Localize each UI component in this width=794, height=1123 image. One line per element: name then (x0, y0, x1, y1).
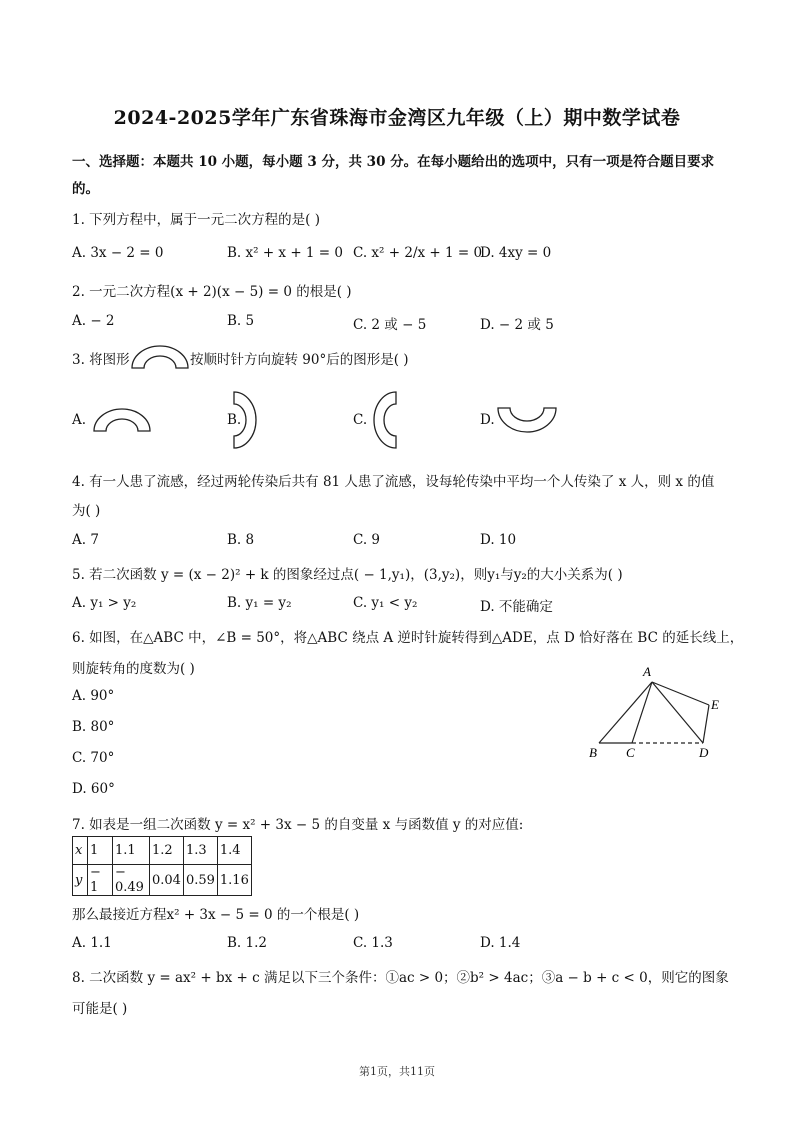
figure-label-c: C (626, 745, 635, 760)
q3-option-c: C. (353, 412, 368, 428)
q2-option-b: B. 5 (227, 313, 255, 329)
q6-option-c: C. 70° (72, 750, 115, 766)
table-row (73, 865, 252, 896)
q2-option-c: C. 2 或 − 5 (353, 317, 427, 333)
q4-option-c: C. 9 (353, 532, 381, 548)
arc-shape-figure (130, 344, 190, 370)
q2-option-a: A. − 2 (72, 313, 115, 329)
q1-option-c: C. x² + 2/x + 1 = 0 (353, 245, 483, 261)
table-cell: − 1 (88, 865, 113, 896)
table-cell: 0.04 (150, 865, 184, 896)
triangle-rotation-figure (585, 662, 725, 762)
question-3-stem-end: 按顺时针方向旋转 90°后的图形是( ) (190, 352, 409, 368)
table-cell: 1 (88, 837, 113, 865)
q6-option-d: D. 60° (72, 781, 115, 797)
question-8-stem-line1: 8. 二次函数 y = ax² + bx + c 满足以下三个条件：①ac > 0；②b² > 4ac；③a − b + c < 0，则它的图象 (72, 970, 729, 986)
question-4-stem-line1: 4. 有一人患了流感，经过两轮传染后共有 81 人患了流感，设每轮传染中平均一个人传染了 x 人，则 x 的值 (72, 474, 715, 490)
question-7-stem: 7. 如表是一组二次函数 y = x² + 3x − 5 的自变量 x 与函数值 y 的对应值: (72, 817, 524, 833)
table-cell: 1.2 (150, 837, 184, 865)
table-cell: 1.4 (217, 837, 251, 865)
q7-option-d: D. 1.4 (480, 935, 521, 951)
q3-option-d-figure (496, 406, 558, 434)
figure-label-e: E (711, 697, 719, 712)
section-heading-line2: 的。 (72, 181, 99, 197)
q1-option-d: D. 4xy = 0 (480, 245, 552, 261)
q5-option-d: D. 不能确定 (480, 599, 553, 615)
q3-option-a: A. (72, 412, 87, 428)
table-cell: 1.1 (113, 837, 150, 865)
question-6-stem-line2: 则旋转角的度数为( ) (72, 661, 195, 677)
q7-option-a: A. 1.1 (72, 935, 112, 951)
question-8-stem-line2: 可能是( ) (72, 1001, 128, 1017)
question-7-followup: 那么最接近方程x² + 3x − 5 = 0 的一个根是( ) (72, 907, 360, 923)
figure-label-a: A (643, 664, 651, 679)
q3-option-b: B. (227, 412, 242, 428)
table-cell: − 0.49 (113, 865, 150, 896)
q5-option-a: A. y₁ > y₂ (72, 595, 137, 611)
page-title: 2024-2025学年广东省珠海市金湾区九年级（上）期中数学试卷 (113, 107, 681, 129)
q4-option-a: A. 7 (72, 532, 99, 548)
question-3-stem-start: 3. 将图形 (72, 352, 130, 368)
q7-option-c: C. 1.3 (353, 935, 393, 951)
q7-option-b: B. 1.2 (227, 935, 267, 951)
table-cell: 1.16 (217, 865, 251, 896)
q3-option-d: D. (480, 412, 495, 428)
q4-option-b: B. 8 (227, 532, 255, 548)
q3-option-a-figure (92, 405, 152, 433)
section-heading-line1: 一、选择题：本题共 10 小题，每小题 3 分，共 30 分。在每小题给出的选项中，只有一项是符合题目要求 (72, 154, 715, 170)
table-row (73, 837, 252, 865)
question-4-stem-line2: 为( ) (72, 503, 101, 519)
figure-label-b: B (589, 745, 597, 760)
table-cell: 1.3 (183, 837, 217, 865)
q2-option-d: D. − 2 或 5 (480, 317, 554, 333)
q1-option-a: A. 3x − 2 = 0 (72, 245, 164, 261)
q5-option-c: C. y₁ < y₂ (353, 595, 418, 611)
q3-option-b-figure (232, 390, 262, 450)
q3-option-c-figure (368, 390, 398, 450)
question-6-stem-line1: 6. 如图，在△ABC 中，∠B = 50°，将△ABC 绕点 A 逆时针旋转得到△ADE，点 D 恰好落在 BC 的延长线上， (72, 630, 744, 646)
table-cell: y (73, 865, 88, 896)
question-1-stem: 1. 下列方程中，属于一元二次方程的是( ) (72, 212, 320, 228)
q6-option-a: A. 90° (72, 688, 115, 704)
q4-option-d: D. 10 (480, 532, 517, 548)
question-2-stem: 2. 一元二次方程(x + 2)(x − 5) = 0 的根是( ) (72, 284, 352, 300)
value-table (72, 836, 252, 896)
table-cell: 0.59 (183, 865, 217, 896)
q6-option-b: B. 80° (72, 719, 115, 735)
table-cell: x (73, 837, 88, 865)
q5-option-b: B. y₁ = y₂ (227, 595, 292, 611)
figure-label-d: D (699, 745, 709, 760)
page-footer: 第1页，共11页 (359, 1065, 435, 1078)
question-5-stem: 5. 若二次函数 y = (x − 2)² + k 的图象经过点( − 1,y₁)，(3,y₂)，则y₁与y₂的大小关系为( ) (72, 567, 623, 583)
q1-option-b: B. x² + x + 1 = 0 (227, 245, 344, 261)
